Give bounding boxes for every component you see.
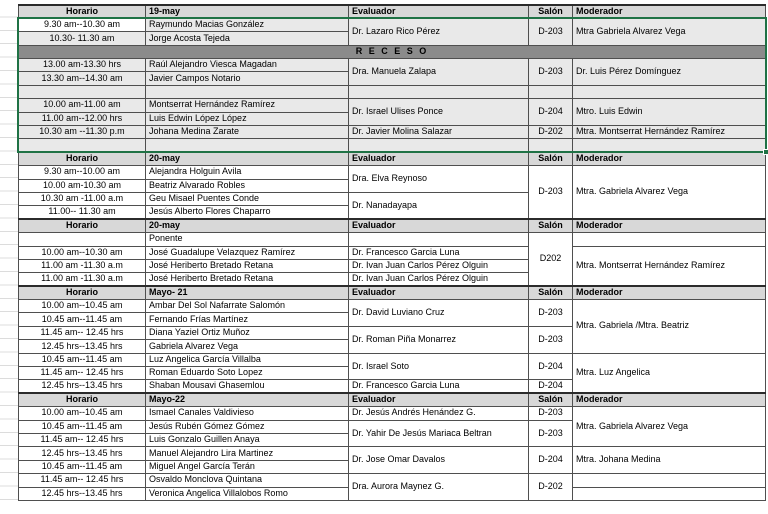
cell-ponente[interactable]: José Guadalupe Velazquez Ramírez [146, 246, 349, 259]
cell-evaluador[interactable]: Dr. Javier Molina Salazar [349, 126, 529, 139]
cell-horario[interactable]: 11.00 am -11.30 a.m [19, 273, 146, 286]
cell-ponente[interactable]: Gabriela Alvarez Vega [146, 340, 349, 353]
cell-evaluador[interactable]: Dr. Roman Piña Monarrez [349, 326, 529, 353]
cell-horario[interactable]: 10.45 am--11.45 am [19, 313, 146, 326]
cell-salon[interactable]: D-203 [529, 18, 573, 45]
cell-horario[interactable]: 10.00 am--10.45 am [19, 300, 146, 313]
cell-evaluador[interactable]: Dr. Ivan Juan Carlos Pérez Olguin [349, 273, 529, 286]
cell-ponente[interactable]: Javier Campos Notario [146, 72, 349, 85]
cell-horario[interactable] [19, 139, 146, 152]
cell-ponente[interactable]: Jesús Alberto Flores Chaparro [146, 206, 349, 219]
cell-ponente[interactable]: Veronica Angelica Villalobos Romo [146, 487, 349, 500]
cell-ponente[interactable]: Luis Edwin López López [146, 112, 349, 125]
cell-horario[interactable]: 11.00 am -11.30 a.m [19, 259, 146, 272]
cell-moderador[interactable]: Mtra. Gabriela /Mtra. Beatriz [573, 300, 766, 354]
cell-moderador[interactable] [573, 139, 766, 152]
row-gutter [0, 4, 18, 501]
column-header-horario[interactable]: Horario [19, 5, 146, 18]
cell-horario[interactable]: 10.30- 11.30 am [19, 32, 146, 45]
cell-horario[interactable]: 10.30 am --11.30 p.m [19, 126, 146, 139]
cell-ponente[interactable]: Beatriz Alvarado Robles [146, 179, 349, 192]
cell-evaluador[interactable]: Dr. Nanadayapa [349, 192, 529, 219]
cell-horario[interactable]: 12.45 hrs--13.45 hrs [19, 447, 146, 460]
cell-salon[interactable]: D-203 [529, 326, 573, 353]
cell-evaluador[interactable]: Dr. Israel Ulises Ponce [349, 99, 529, 126]
cell-salon[interactable]: D-204 [529, 380, 573, 393]
column-header-evaluador[interactable]: Evaluador [349, 393, 529, 406]
cell-moderador[interactable]: Dr. Luis Pérez Domínguez [573, 59, 766, 86]
column-header-moderador[interactable]: Moderador [573, 393, 766, 406]
cell-evaluador[interactable]: Dr. Jose Omar Davalos [349, 447, 529, 474]
cell-ponente[interactable]: Jesús Rubén Gómez Gómez [146, 420, 349, 433]
cell-moderador[interactable]: Mtra. Johana Medina [573, 447, 766, 474]
cell-salon[interactable]: D-204 [529, 353, 573, 380]
cell-salon[interactable] [529, 85, 573, 98]
cell-moderador[interactable] [573, 487, 766, 500]
cell-moderador[interactable]: Mtra. Gabriela Alvarez Vega [573, 407, 766, 447]
column-header-moderador[interactable]: Moderador [573, 286, 766, 299]
cell-horario[interactable]: 12.45 hrs--13.45 hrs [19, 487, 146, 500]
cell-salon[interactable]: D-204 [529, 447, 573, 474]
receso-banner[interactable]: R E C E S O [19, 45, 766, 58]
cell-ponente[interactable]: Raúl Alejandro Viesca Magadan [146, 59, 349, 72]
cell-salon[interactable]: D-203 [529, 59, 573, 86]
cell-ponente[interactable]: Johana Medina Zarate [146, 126, 349, 139]
cell-ponente[interactable]: Montserrat Hernández Ramírez [146, 99, 349, 112]
cell-salon[interactable]: D202 [529, 233, 573, 287]
column-header-evaluador[interactable]: Evaluador [349, 5, 529, 18]
cell-evaluador[interactable]: Dr. Lazaro Rico Pérez [349, 18, 529, 45]
cell-ponente[interactable]: Alejandra Holguin Avila [146, 166, 349, 179]
cell-ponente[interactable]: Ambar Del Sol Nafarrate Salomón [146, 300, 349, 313]
column-header-salon[interactable]: Salón [529, 152, 573, 165]
cell-ponente[interactable]: José Heriberto Bretado Retana [146, 273, 349, 286]
cell-ponente[interactable]: Diana Yaziel Ortiz Muñoz [146, 326, 349, 339]
column-header-salon[interactable]: Salón [529, 5, 573, 18]
cell-horario[interactable] [19, 85, 146, 98]
column-header-horario[interactable]: Horario [19, 219, 146, 232]
column-header-horario[interactable]: Horario [19, 393, 146, 406]
cell-horario[interactable]: 13.30 am--14.30 am [19, 72, 146, 85]
cell-horario[interactable]: 11.45 am-- 12.45 hrs [19, 474, 146, 487]
cell-horario[interactable]: 9.30 am--10.00 am [19, 166, 146, 179]
column-header-salon[interactable]: Salón [529, 393, 573, 406]
cell-evaluador[interactable] [349, 139, 529, 152]
cell-moderador[interactable]: Mtra Gabriela Alvarez Vega [573, 18, 766, 45]
cell-horario[interactable]: 12.45 hrs--13.45 hrs [19, 340, 146, 353]
cell-ponente[interactable]: Shaban Mousavi Ghasemlou [146, 380, 349, 393]
column-header-moderador[interactable]: Moderador [573, 219, 766, 232]
cell-evaluador[interactable]: Dr. Ivan Juan Carlos Pérez Olguin [349, 259, 529, 272]
cell-horario[interactable]: 10.30 am -11.00 a.m [19, 192, 146, 205]
cell-evaluador[interactable]: Dra. Aurora Maynez G. [349, 474, 529, 501]
cell-evaluador[interactable]: Dr. Jesús Andrés Henández G. [349, 407, 529, 420]
cell-evaluador[interactable] [349, 85, 529, 98]
cell-evaluador[interactable]: Dr. Francesco Garcia Luna [349, 380, 529, 393]
cell-salon[interactable]: D-203 [529, 300, 573, 327]
column-header-moderador[interactable]: Moderador [573, 5, 766, 18]
cell-horario[interactable]: 9.30 am--10.30 am [19, 18, 146, 31]
cell-horario[interactable]: 10.00 am-11.00 am [19, 99, 146, 112]
cell-evaluador[interactable]: Dr. Francesco Garcia Luna [349, 246, 529, 259]
column-header-date[interactable]: Mayo-22 [146, 393, 349, 406]
cell-moderador[interactable]: Mtra. Montserrat Hernández Ramírez [573, 126, 766, 139]
cell-ponente[interactable]: Roman Eduardo Soto Lopez [146, 367, 349, 380]
cell-horario[interactable]: 11.45 am-- 12.45 hrs [19, 434, 146, 447]
cell-salon[interactable]: D-203 [529, 166, 573, 220]
cell-moderador[interactable] [573, 85, 766, 98]
cell-horario[interactable]: 11.45 am-- 12.45 hrs [19, 326, 146, 339]
cell-moderador[interactable] [573, 474, 766, 487]
cell-horario[interactable]: 10.45 am--11.45 am [19, 353, 146, 366]
cell-ponente[interactable]: Jorge Acosta Tejeda [146, 32, 349, 45]
cell-salon[interactable]: D-202 [529, 126, 573, 139]
cell-ponente[interactable]: Luis Gonzalo Guillen Anaya [146, 434, 349, 447]
cell-moderador[interactable] [573, 233, 766, 246]
cell-horario[interactable]: 12.45 hrs--13.45 hrs [19, 380, 146, 393]
cell-ponente[interactable]: José Heriberto Bretado Retana [146, 259, 349, 272]
cell-ponente[interactable] [146, 139, 349, 152]
cell-evaluador[interactable]: Dra. Manuela Zalapa [349, 59, 529, 86]
schedule-table [18, 4, 766, 501]
cell-salon[interactable]: D-204 [529, 99, 573, 126]
cell-ponente[interactable]: Geu Misael Puentes Conde [146, 192, 349, 205]
cell-salon[interactable] [529, 139, 573, 152]
cell-horario[interactable]: 10.00 am-10.30 am [19, 179, 146, 192]
cell-horario[interactable] [19, 233, 146, 246]
cell-ponente[interactable]: Osvaldo Monclova Quintana [146, 474, 349, 487]
cell-horario[interactable]: 11.45 am-- 12.45 hrs [19, 367, 146, 380]
column-header-evaluador[interactable]: Evaluador [349, 219, 529, 232]
column-header-horario[interactable]: Horario [19, 286, 146, 299]
cell-horario[interactable]: 11.00 am--12.00 hrs [19, 112, 146, 125]
cell-ponente[interactable]: Miguel Angel García Terán [146, 460, 349, 473]
cell-moderador[interactable]: Mtra. Luz Angelica [573, 353, 766, 393]
cell-moderador[interactable]: Mtro. Luis Edwin [573, 99, 766, 126]
cell-moderador[interactable]: Mtra. Gabriela Alvarez Vega [573, 166, 766, 220]
cell-ponente[interactable]: Manuel Alejandro Lira Martinez [146, 447, 349, 460]
cell-ponente[interactable]: Ponente [146, 233, 349, 246]
cell-horario[interactable]: 13.00 am-13.30 hrs [19, 59, 146, 72]
cell-salon[interactable]: D-203 [529, 407, 573, 420]
cell-evaluador[interactable]: Dr. Yahir De Jesús Mariaca Beltran [349, 420, 529, 447]
cell-horario[interactable]: 10.00 am--10.45 am [19, 407, 146, 420]
cell-salon[interactable]: D-202 [529, 474, 573, 501]
cell-horario[interactable]: 11.00-- 11.30 am [19, 206, 146, 219]
cell-ponente[interactable]: Luz Angelica García Villalba [146, 353, 349, 366]
column-header-moderador[interactable]: Moderador [573, 152, 766, 165]
cell-horario[interactable]: 10.45 am--11.45 am [19, 460, 146, 473]
cell-moderador[interactable]: Mtra. Montserrat Hernández Ramírez [573, 246, 766, 286]
column-header-evaluador[interactable]: Evaluador [349, 286, 529, 299]
cell-salon[interactable]: D-203 [529, 420, 573, 447]
cell-ponente[interactable]: Raymundo Macias González [146, 18, 349, 31]
cell-ponente[interactable] [146, 85, 349, 98]
column-header-date[interactable]: Mayo- 21 [146, 286, 349, 299]
column-header-date[interactable]: 19-may [146, 5, 349, 18]
column-header-horario[interactable]: Horario [19, 152, 146, 165]
cell-evaluador[interactable]: Dr. David Luviano Cruz [349, 300, 529, 327]
column-header-salon[interactable]: Salón [529, 286, 573, 299]
cell-evaluador[interactable] [349, 233, 529, 246]
column-header-salon[interactable]: Salón [529, 219, 573, 232]
cell-horario[interactable]: 10.45 am--11.45 am [19, 420, 146, 433]
cell-evaluador[interactable]: Dra. Elva Reynoso [349, 166, 529, 193]
cell-evaluador[interactable]: Dr. Israel Soto [349, 353, 529, 380]
cell-ponente[interactable]: Ismael Canales Valdivieso [146, 407, 349, 420]
column-header-date[interactable]: 20-may [146, 219, 349, 232]
selection-fill-handle[interactable] [763, 149, 768, 155]
column-header-evaluador[interactable]: Evaluador [349, 152, 529, 165]
column-header-date[interactable]: 20-may [146, 152, 349, 165]
cell-ponente[interactable]: Fernando Frías Martínez [146, 313, 349, 326]
cell-horario[interactable]: 10.00 am--10.30 am [19, 246, 146, 259]
